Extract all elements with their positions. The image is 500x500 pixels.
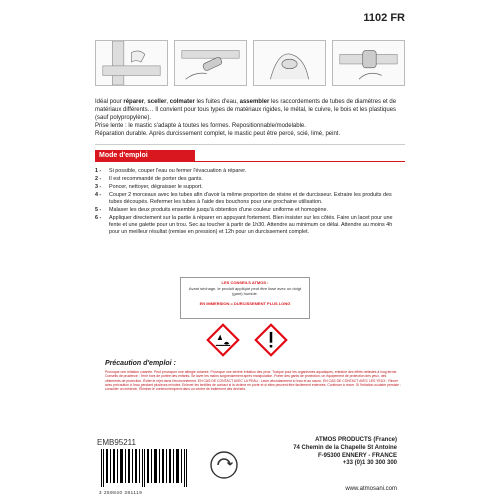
hands-icon	[175, 41, 246, 85]
mode-emploi-title: Mode d'emploi	[95, 150, 195, 162]
mode-emploi-steps	[95, 168, 401, 237]
description-usage: Idéal pour réparer, sceller, colmater les fuites d'eau, assembler les raccordements de tubes de diamètres et de matériaux différents… Il convient pour tous types de matériaux rigides, le métal, le cuivre, le bois et les plastiques (sauf polypropylène).	[95, 99, 397, 121]
environment-hazard-icon	[205, 322, 241, 358]
advice-title: LES CONSEILS ATMOS :	[221, 280, 269, 285]
step-item: 1 - Si possible, couper l'eau ou fermer l'évacuation à réparer.	[95, 168, 247, 174]
barcode	[99, 449, 189, 489]
illustration-knead	[174, 40, 247, 86]
step-item: 3 - Poncer, nettoyer, dégraisser le support.	[95, 184, 203, 190]
company-city: F-95300 ENNERY - FRANCE	[317, 452, 397, 459]
product-label-sheet	[85, 0, 415, 500]
step-item: 2 - Il est recommandé de porter des gants.	[95, 176, 203, 182]
illustration-cut-pipe	[95, 40, 168, 86]
product-code: 1102 FR	[363, 12, 405, 24]
step-item: 6 - Appliquer directement sur la partie à réparer en appuyant fortement. Bien insister sur les côtés. Faire un lacet pour une fente et une galette pour un trou. Sec au toucher à partir de 1h30. Attendre au minimum ce délai. Attendre au moins 4h pour un meilleur résultat (remise en pression) et 12h pour un durcissement complet.	[95, 215, 393, 235]
step-item: 4 - Couper 2 morceaux avec les tubes afin d'avoir la même proportion de résine et de durcisseur. Extraire les produits des tubes découpés. Refermer les tubes à l'aide des bouchons pour une prochaine utilisation.	[95, 192, 392, 205]
exclamation-hazard-icon	[253, 322, 289, 358]
illustration-apply	[332, 40, 405, 86]
advice-body: Avant séchage, le produit appliqué peut être lissé avec un doigt (gant) humide.	[188, 286, 302, 296]
pipe-icon	[96, 41, 167, 85]
company-phone: +33 (0)1 30 300 300	[342, 460, 397, 467]
instruction-illustrations	[95, 40, 405, 86]
mode-emploi-rule	[95, 161, 405, 162]
advice-alert: EN IMMERSION = DURCISSEMENT PLUS LONG	[199, 301, 291, 306]
atmos-advice-box	[180, 277, 310, 319]
description-durability: Réparation durable. Après durcissement complet, le mastic peut être percé, scié, limé, peint.	[95, 131, 341, 137]
mixing-hands-icon	[254, 41, 325, 85]
illustration-mix	[253, 40, 326, 86]
section-divider	[95, 144, 405, 145]
emb-code: EMB95211	[97, 438, 136, 447]
company-website: www.atmosani.com	[345, 486, 397, 492]
recycling-logo-icon	[209, 450, 239, 480]
barcode-number: 3 259840 381119	[99, 490, 143, 495]
hazard-pictograms	[205, 322, 289, 358]
company-address	[293, 437, 397, 468]
precautions-title: Précaution d'emploi :	[105, 360, 176, 367]
product-description	[95, 98, 405, 138]
precautions-text: Provoque une irritation cutanée. Peut provoquer une allergie cutanée. Provoque une sévère irritation des yeux. Toxique pour les organismes aquatiques, entraîne des effets néfastes à long terme. Conseils de prudence : Tenir hors de portée des enfants. Se laver les mains soigneusement après manipulation. Porter des gants de protection, un équipement de protection des yeux, des vêtements de protection. Éviter le rejet dans l'environnement. EN CAS DE CONTACT AVEC LA PEAU : Laver abondamment à l'eau et au savon. EN CAS DE CONTACT AVEC LES YEUX : Rincer avec précaution à l'eau pendant plusieurs minutes. Enlever les lentilles de contact si la victime en porte et si elles peuvent être facilement enlevées. Continuer à rincer. Si l'irritation oculaire persiste : consulter un médecin. Éliminer le contenu/récipient dans un centre de traitement des déchets.	[105, 370, 401, 392]
company-street: 74 Chemin de la Chapelle St Antoine	[293, 444, 397, 451]
apply-icon	[333, 41, 404, 85]
step-item: 5 - Malaxer les deux produits ensemble jusqu'à obtention d'une couleur uniforme et homogène.	[95, 207, 329, 213]
company-name: ATMOS PRODUCTS (France)	[315, 437, 397, 443]
description-setting: Prise lente : le mastic s'adapte à toutes les formes. Repositionnable/modelable.	[95, 123, 306, 129]
